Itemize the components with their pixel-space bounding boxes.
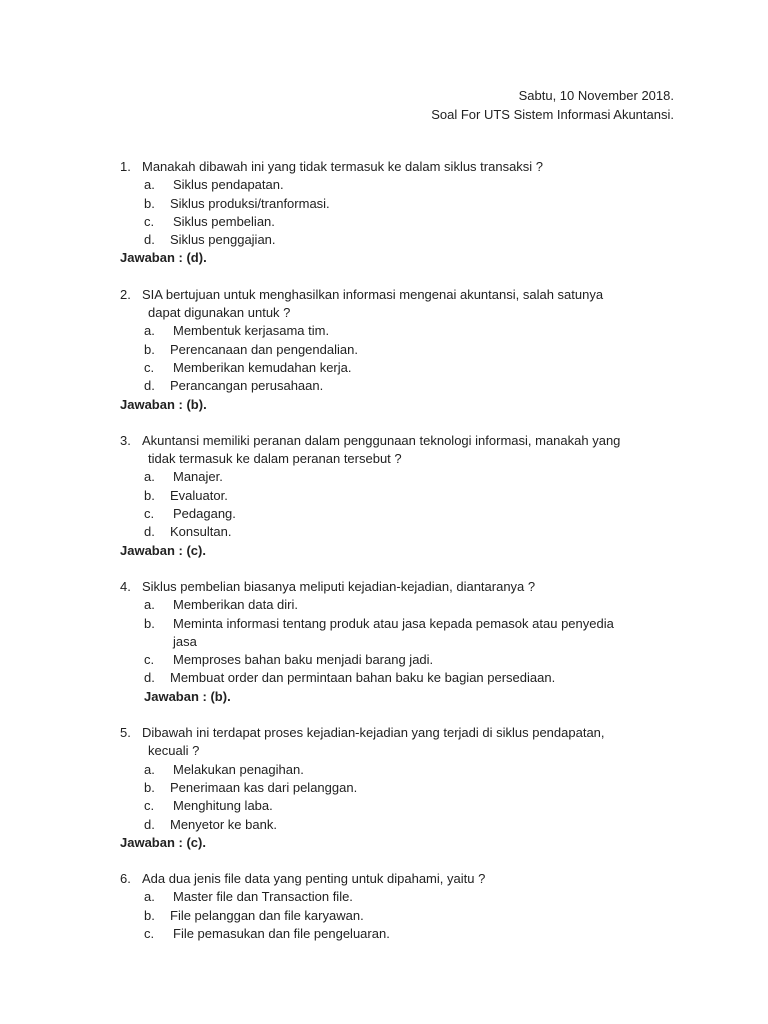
question-list — [120, 158, 680, 961]
option-b — [120, 487, 680, 505]
question-5 — [120, 724, 680, 852]
option-c — [120, 797, 680, 815]
option-letter: b. — [144, 487, 155, 503]
question-text: Ada dua jenis file data yang penting untuk dipahami, yaitu ? — [142, 871, 486, 887]
option-a — [120, 596, 680, 614]
header-title: Soal For UTS Sistem Informasi Akuntansi. — [431, 107, 674, 122]
option-text: File pelanggan dan file karyawan. — [170, 907, 364, 923]
answer-label: Jawaban : (c). — [120, 834, 206, 850]
option-letter: b. — [144, 195, 155, 211]
option-d — [120, 523, 680, 541]
option-letter: a. — [144, 177, 155, 193]
option-letter: d. — [144, 378, 155, 394]
question-number: 5. — [120, 725, 131, 741]
option-c — [120, 359, 680, 377]
option-b — [120, 907, 680, 925]
option-b — [120, 779, 680, 797]
option-a — [120, 176, 680, 194]
question-text-continued: dapat digunakan untuk ? — [148, 305, 291, 321]
option-list — [120, 596, 680, 687]
option-letter: c. — [144, 798, 155, 814]
question-number: 3. — [120, 432, 131, 448]
option-letter: b. — [144, 615, 155, 631]
question-3 — [120, 432, 680, 560]
question-text: Manakah dibawah ini yang tidak termasuk ke dalam siklus transaksi ? — [142, 159, 544, 174]
option-letter: a. — [144, 469, 155, 485]
option-list — [120, 888, 680, 943]
question-text-continued: tidak termasuk ke dalam peranan tersebut ? — [148, 451, 402, 467]
option-letter: a. — [144, 889, 155, 905]
option-b — [120, 341, 680, 359]
option-text: Siklus pendapatan. — [173, 177, 284, 193]
question-text: Dibawah ini terdapat proses kejadian-kejadian yang terjadi di siklus pendapatan, — [142, 725, 605, 741]
option-text: Siklus pembelian. — [173, 213, 275, 229]
question-text: Siklus pembelian biasanya meliputi kejadian-kejadian, diantaranya ? — [142, 578, 536, 594]
option-letter: d. — [144, 816, 155, 832]
answer-label: Jawaban : (b). — [144, 688, 231, 704]
option-text-continued: jasa — [173, 633, 197, 649]
option-a — [120, 468, 680, 486]
question-number: 2. — [120, 286, 131, 302]
option-letter: d. — [144, 524, 155, 540]
option-text: Siklus produksi/tranformasi. — [170, 195, 330, 211]
option-text: Memberikan kemudahan kerja. — [173, 359, 352, 375]
option-a — [120, 761, 680, 779]
option-letter: a. — [144, 597, 155, 613]
option-list — [120, 322, 680, 395]
question-2 — [120, 286, 680, 414]
option-text: File pemasukan dan file pengeluaran. — [173, 925, 390, 941]
option-letter: b. — [144, 907, 155, 923]
option-text: Perencanaan dan pengendalian. — [170, 341, 358, 357]
question-6 — [120, 870, 680, 943]
question-text: SIA bertujuan untuk menghasilkan informasi mengenai akuntansi, salah satunya — [142, 286, 604, 302]
option-letter: d. — [144, 232, 155, 248]
header-date: Sabtu, 10 November 2018. — [518, 88, 674, 103]
answer-label: Jawaban : (d). — [120, 250, 207, 266]
option-text: Penerimaan kas dari pelanggan. — [170, 779, 358, 795]
option-d — [120, 669, 680, 687]
option-letter: b. — [144, 341, 155, 357]
option-text: Konsultan. — [170, 524, 232, 540]
question-number: 4. — [120, 578, 131, 594]
option-a — [120, 322, 680, 340]
option-text: Memberikan data diri. — [173, 597, 298, 613]
document-header — [431, 86, 674, 124]
option-list — [120, 468, 680, 541]
answer-label: Jawaban : (c). — [120, 542, 206, 558]
option-c — [120, 651, 680, 669]
option-letter: b. — [144, 779, 155, 795]
option-text: Membuat order dan permintaan bahan baku ke bagian persediaan. — [170, 670, 556, 686]
option-b — [120, 195, 680, 213]
option-d — [120, 231, 680, 249]
option-letter: a. — [144, 323, 155, 339]
question-1 — [120, 158, 680, 268]
option-text: Memproses bahan baku menjadi barang jadi. — [173, 652, 434, 668]
option-text: Manajer. — [173, 469, 223, 485]
option-text: Menghitung laba. — [173, 798, 273, 814]
option-letter: c. — [144, 359, 155, 375]
option-text: Perancangan perusahaan. — [170, 378, 324, 394]
option-c — [120, 213, 680, 231]
option-c — [120, 505, 680, 523]
option-d — [120, 377, 680, 395]
option-text: Pedagang. — [173, 506, 236, 522]
option-list — [120, 761, 680, 834]
option-letter: c. — [144, 213, 155, 229]
option-list — [120, 176, 680, 249]
option-b — [120, 615, 680, 652]
option-d — [120, 816, 680, 834]
option-letter: c. — [144, 652, 155, 668]
option-text: Melakukan penagihan. — [173, 761, 304, 777]
question-number: 1. — [120, 159, 131, 174]
option-text: Membentuk kerjasama tim. — [173, 323, 330, 339]
option-letter: a. — [144, 761, 155, 777]
option-a — [120, 888, 680, 906]
option-letter: c. — [144, 506, 155, 522]
question-4 — [120, 578, 680, 706]
option-text: Evaluator. — [170, 487, 228, 503]
option-letter: c. — [144, 925, 155, 941]
option-c — [120, 925, 680, 943]
option-text: Master file dan Transaction file. — [173, 889, 353, 905]
question-number: 6. — [120, 871, 131, 887]
answer-label: Jawaban : (b). — [120, 396, 207, 412]
option-letter: d. — [144, 670, 155, 686]
option-text: Menyetor ke bank. — [170, 816, 277, 832]
question-text: Akuntansi memiliki peranan dalam penggunaan teknologi informasi, manakah yang — [142, 432, 621, 448]
option-text: Meminta informasi tentang produk atau jasa kepada pemasok atau penyedia — [173, 615, 614, 631]
question-text-continued: kecuali ? — [148, 743, 200, 759]
option-text: Siklus penggajian. — [170, 232, 276, 248]
